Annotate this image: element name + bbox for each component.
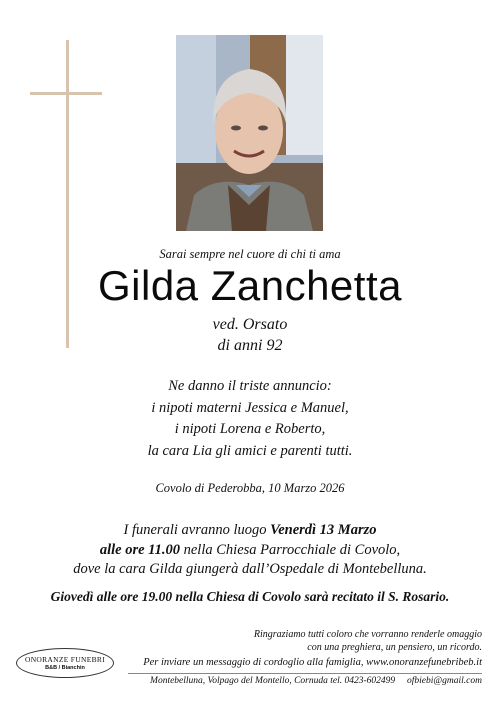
- funeral-text: I funerali avranno luogo: [123, 522, 271, 538]
- funeral-home-logo: [16, 648, 114, 678]
- age: di anni 92: [217, 337, 283, 354]
- funeral-date: Venerdì 13 Marzo: [270, 522, 377, 538]
- funeral-home-address: Montebelluna, Volpago del Montello, Cornuda tel. 0423-602499 ofbiebi@gmail.com: [150, 676, 482, 686]
- cross-horizontal-bar: [30, 92, 102, 95]
- funeral-line: [0, 521, 500, 541]
- widow-of: ved. Orsato: [212, 316, 288, 333]
- announcement: [0, 376, 500, 462]
- announcement-line: Ne danno il triste annuncio:: [168, 378, 332, 394]
- funeral-line: [0, 541, 500, 561]
- announcement-line: i nipoti Lorena e Roberto,: [174, 421, 326, 437]
- funeral-line: dove la cara Gilda giungerà dall’Ospedale di Montebelluna.: [73, 561, 427, 577]
- thanks-line: Ringraziamo tutti coloro che vorranno renderle omaggio: [253, 629, 482, 640]
- announcement-line: la cara Lia gli amici e parenti tutti.: [147, 442, 353, 459]
- portrait-photo: [176, 35, 323, 231]
- deceased-name: Gilda Zanchetta: [97, 262, 402, 309]
- tagline: Sarai sempre nel cuore di chi ti ama: [159, 247, 341, 261]
- thanks-note: [182, 628, 482, 654]
- logo-title: ONORANZE FUNEBRI: [24, 655, 105, 664]
- place-date: Covolo di Pederobba, 10 Marzo 2026: [155, 481, 345, 495]
- rosary-notice: Giovedì alle ore 19.00 nella Chiesa di Covolo sarà recitato il S. Rosario.: [50, 589, 450, 604]
- funeral-time: alle ore 11.00: [99, 541, 180, 558]
- funeral-info: [0, 521, 500, 580]
- funeral-text: nella Chiesa Parrocchiale di Covolo,: [180, 541, 401, 558]
- logo-subtitle: B&B / Bianchin: [45, 665, 85, 671]
- announcement-line: i nipoti materni Jessica e Manuel,: [151, 399, 349, 416]
- condolence-message: Per inviare un messaggio di cordoglio alla famiglia, www.onoranzefunebribeb.it: [143, 657, 482, 668]
- footer-divider: [128, 673, 482, 674]
- thanks-line: con una preghiera, un pensiero, un ricordo.: [307, 642, 482, 653]
